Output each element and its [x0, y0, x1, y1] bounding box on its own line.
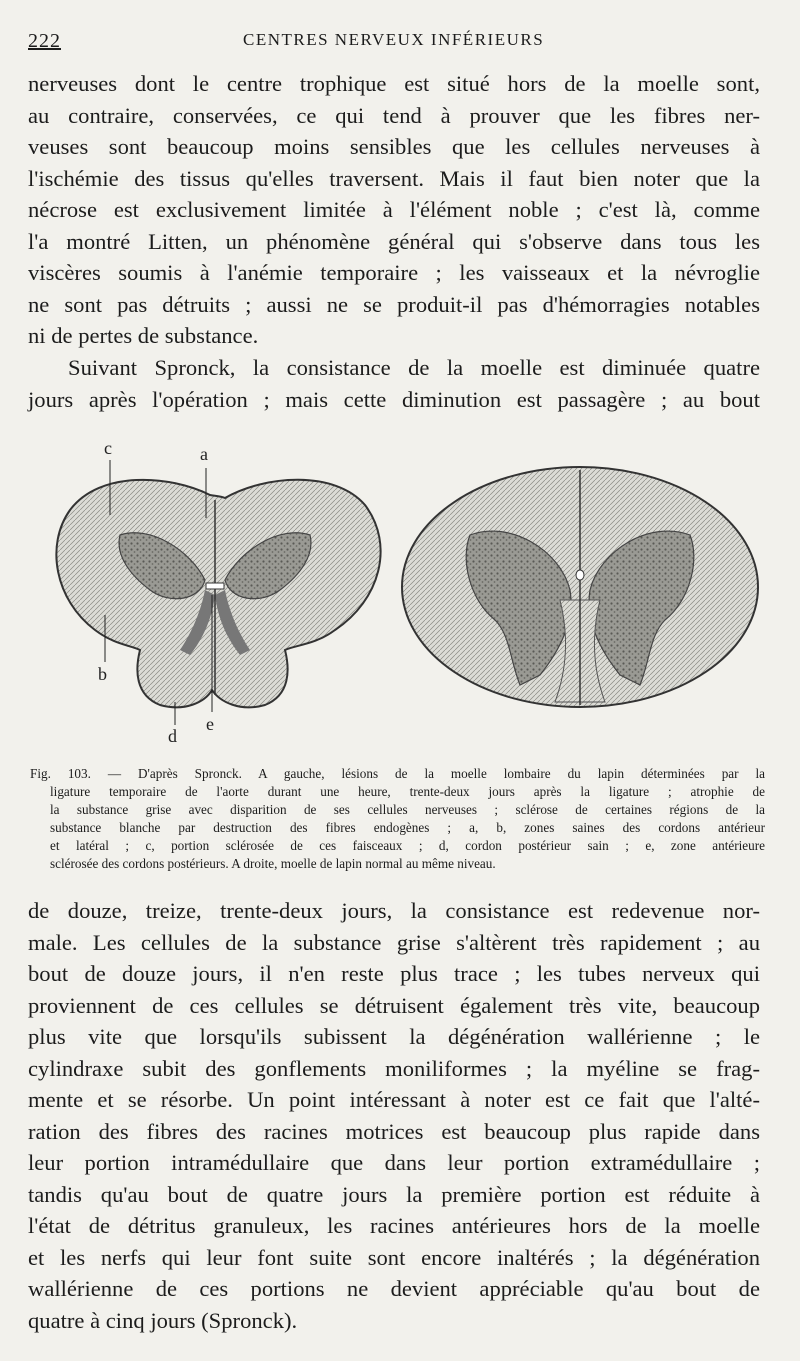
text-line: l'état de détritus granuleux, les racines antérieures hors de la moelle	[28, 1213, 760, 1238]
paragraph-1	[28, 68, 760, 352]
text-line: l'a montré Litten, un phénomène général qui s'observe dans tous les	[28, 228, 760, 254]
figure-label-a: a	[200, 444, 208, 464]
figure-label-b: b	[98, 664, 107, 684]
text-line: mente et se résorbe. Un point intéressant à noter est ce fait que l'alté-	[28, 1087, 760, 1112]
running-title: CENTRES NERVEUX INFÉRIEURS	[243, 30, 545, 49]
text-line: l'ischémie des tissus qu'elles traversent. Mais il faut bien noter que la	[28, 165, 760, 191]
page-number: 222	[28, 30, 61, 52]
text-line: quatre à cinq jours (Spronck).	[28, 1307, 298, 1333]
caption-line: Fig. 103. — D'après Spronck. A gauche, lésions de la moelle lombaire du lapin déterminées par la	[30, 766, 765, 781]
text-line: cylindraxe subit des gonflements moniliformes ; la myéline se frag-	[28, 1055, 760, 1081]
page-header	[28, 30, 764, 54]
figure-illustration	[40, 440, 760, 750]
text-line: au contraire, conservées, ce qui tend à prouver que les fibres ner-	[28, 102, 760, 128]
text-line: veuses sont beaucoup moins sensibles que les cellules nerveuses à	[28, 134, 760, 159]
caption-line: substance blanche par destruction des fibres endogènes ; a, b, zones saines des cordons antérieur	[50, 820, 765, 835]
text-line: nerveuses dont le centre trophique est situé hors de la moelle sont,	[28, 71, 760, 96]
right-cord-section	[402, 467, 758, 707]
paragraph-2	[28, 352, 760, 415]
caption-line: ligature temporaire de l'aorte durant une heure, trente-deux jours après la ligature ; atrophie de	[50, 784, 765, 799]
text-line: plus vite que lorsqu'ils subissent la dégénération wallérienne ; le	[28, 1024, 760, 1049]
text-line: jours après l'opération ; mais cette diminution est passagère ; au bout	[28, 386, 760, 412]
text-line: et les nerfs qui leur font suite sont encore inaltérés ; la dégénération	[28, 1244, 760, 1270]
text-line: wallérienne de ces portions ne devient appréciable qu'au bout de	[28, 1276, 760, 1301]
figure-spinal-cord-sections	[40, 440, 760, 750]
left-cord-section	[56, 460, 380, 725]
text-line: male. Les cellules de la substance grise s'altèrent très rapidement ; au	[28, 929, 760, 955]
figure-caption	[30, 765, 765, 873]
text-line: de douze, treize, trente-deux jours, la consistance est redevenue nor-	[28, 898, 760, 923]
text-line: viscères soumis à l'anémie temporaire ; les vaisseaux et la névroglie	[28, 260, 760, 285]
text-line: ration des fibres des racines motrices est beaucoup plus rapide dans	[28, 1118, 760, 1144]
paragraph-3	[28, 895, 760, 1336]
figure-label-c: c	[104, 440, 112, 458]
text-line: nécrose est exclusivement limitée à l'élément noble ; c'est là, comme	[28, 197, 760, 222]
figure-label-d: d	[168, 726, 177, 746]
caption-line: et latéral ; c, portion sclérosée de ces faisceaux ; d, cordon postérieur sain ; e, zone antérieure	[50, 838, 765, 853]
text-line: ne sont pas détruits ; aussi ne se produit-il pas d'hémorragies notables	[28, 291, 760, 317]
text-line: leur portion intramédullaire que dans leur portion extramédullaire ;	[28, 1150, 760, 1175]
text-line: proviennent de ces cellules se détruisent également très vite, beaucoup	[28, 992, 760, 1018]
text-line: ni de pertes de substance.	[28, 323, 259, 348]
figure-label-e: e	[206, 714, 214, 734]
text-line: tandis qu'au bout de quatre jours la première portion est réduite à	[28, 1181, 760, 1207]
caption-line: la substance grise avec disparition de ses cellules nerveuses ; sclérose de certaines régions de la	[50, 802, 765, 817]
text-line: Suivant Spronck, la consistance de la moelle est diminuée quatre	[68, 355, 760, 380]
caption-line: sclérosée des cordons postérieurs. A droite, moelle de lapin normal au même niveau.	[50, 856, 496, 871]
text-line: bout de douze jours, il n'en reste plus trace ; les tubes nerveux qui	[28, 961, 760, 986]
